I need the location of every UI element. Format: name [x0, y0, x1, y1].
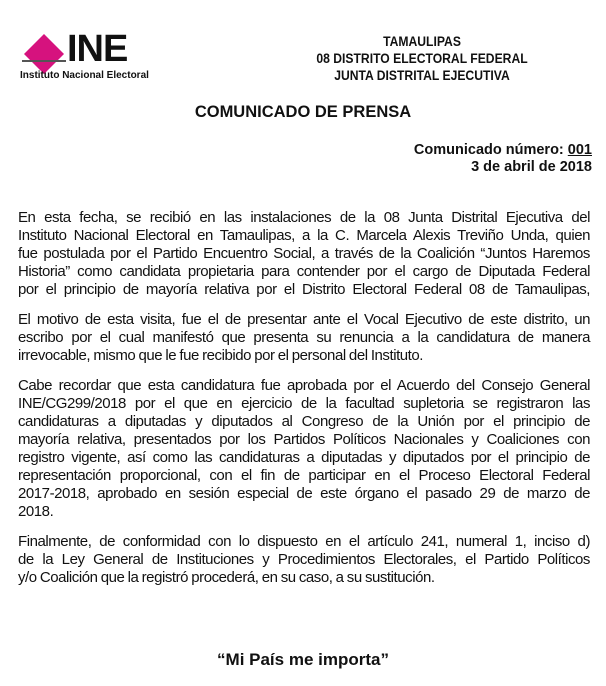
- text-line: Historia” como candidata propietaria para contender por el cargo de Diputada Federal: [18, 263, 590, 280]
- text-line: por el principio de mayoría relativa por el Distrito Electoral Federal 08 de Tamaulipas,: [18, 281, 590, 298]
- text-line: registro vigente, así como las candidaturas a diputadas y diputados por el principio de: [18, 449, 590, 466]
- header-junta: JUNTA DISTRITAL EJECUTIVA: [334, 68, 510, 83]
- text-line: Finalmente, de conformidad con lo dispuesto en el artículo 241, numeral 1, inciso d): [18, 533, 590, 550]
- text-line: de la Ley General de Instituciones y Procedimientos Electorales, el Partido Políticos: [18, 551, 590, 568]
- paragraph-4: [18, 533, 590, 587]
- text-line: El motivo de esta visita, fue el de presentar ante el Vocal Ejecutivo de este distrito, un: [18, 311, 590, 328]
- paragraph-1: [18, 209, 590, 299]
- text-line: y/o Coalición que la registró procederá, en su caso, a su sustitución.: [18, 569, 435, 586]
- text-line: fue postulada por el Partido Encuentro Social, a través de la Coalición “Juntos Haremos: [18, 245, 590, 262]
- text-line: irrevocable, mismo que le fue recibido por el personal del Instituto.: [18, 347, 424, 364]
- release-number: 001: [567, 142, 592, 158]
- text-line: escribo por el cual manifestó que presenta su renuncia a la candidatura de manera: [18, 329, 590, 346]
- logo-subtitle: Instituto Nacional Electoral: [20, 70, 149, 81]
- header-state: TAMAULIPAS: [383, 34, 461, 49]
- text-line: mayoría relativa, presentados por los Partidos Políticos Nacionales y Coaliciones con: [18, 431, 590, 448]
- release-date: 3 de abril de 2018: [471, 159, 592, 175]
- motto: “Mi País me importa”: [217, 650, 389, 669]
- header-district: 08 DISTRITO ELECTORAL FEDERAL: [316, 51, 528, 66]
- text-line: En esta fecha, se recibió en las instalaciones de la 08 Junta Distrital Ejecutiva del: [18, 209, 590, 226]
- text-line: Cabe recordar que esta candidatura fue aprobada por el Acuerdo del Consejo General: [18, 377, 590, 394]
- paragraph-3: [18, 377, 590, 521]
- text-line: representación proporcional, con el fin de participar en el Proceso Electoral Federal: [18, 467, 590, 484]
- page-title: COMUNICADO DE PRENSA: [194, 103, 412, 121]
- number-label: Comunicado número:: [413, 142, 568, 158]
- text-line: 2018.: [18, 503, 54, 520]
- header-block: [305, 33, 539, 84]
- text-line: Instituto Nacional Electoral en Tamaulipas, a la C. Marcela Alexis Treviño Unda, quien: [18, 227, 590, 244]
- release-meta: [414, 142, 592, 176]
- text-line: INE/CG299/2018 por el que en ejercicio de la facultad supletoria se registraron las: [18, 395, 590, 412]
- paragraph-2: [18, 311, 590, 365]
- logo-wordmark: INE: [67, 28, 128, 70]
- text-line: candidaturas a diputadas y diputados al Congreso de la Unión por el principio de: [18, 413, 590, 430]
- text-line: 2017-2018, aprobado en sesión especial de este órgano el pasado 29 de marzo de: [18, 485, 590, 502]
